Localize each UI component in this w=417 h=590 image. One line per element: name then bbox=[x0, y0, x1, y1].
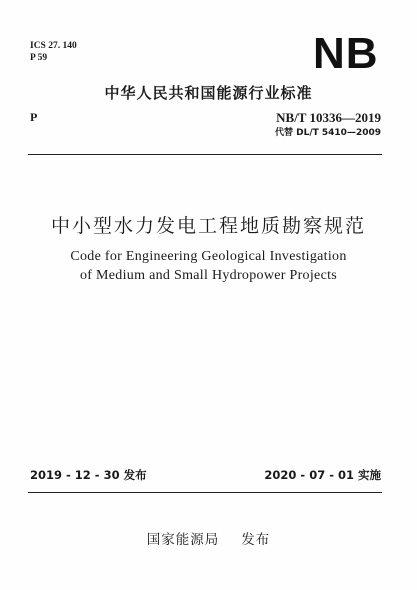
classification-codes bbox=[30, 40, 77, 64]
title-english-line-2: of Medium and Small Hydropower Projects bbox=[79, 268, 338, 283]
publisher-name: 国家能源局 bbox=[146, 532, 220, 548]
top-divider bbox=[28, 154, 382, 155]
title-english bbox=[0, 247, 417, 285]
ccs-code: P 59 bbox=[30, 53, 48, 63]
issue-date: 2019 - 12 - 30 发布 bbox=[30, 468, 147, 482]
title-chinese: 中小型水力发电工程地质勘察规范 bbox=[50, 215, 366, 237]
bottom-divider bbox=[28, 492, 382, 493]
ics-code: ICS 27. 140 bbox=[30, 41, 77, 51]
title-english-line-1: Code for Engineering Geological Investigation bbox=[70, 249, 347, 264]
issuer-title: 中华人民共和国能源行业标准 bbox=[104, 84, 313, 102]
category-letter: P bbox=[30, 110, 38, 124]
publisher-action: 发布 bbox=[241, 532, 271, 548]
standard-number: NB/T 10336—2019 bbox=[276, 110, 381, 125]
publisher-line bbox=[0, 532, 417, 548]
nb-logo: NB bbox=[313, 29, 379, 78]
replaces-standard: 代替 DL/T 5410—2009 bbox=[275, 128, 381, 138]
implementation-date: 2020 - 07 - 01 实施 bbox=[264, 468, 381, 482]
